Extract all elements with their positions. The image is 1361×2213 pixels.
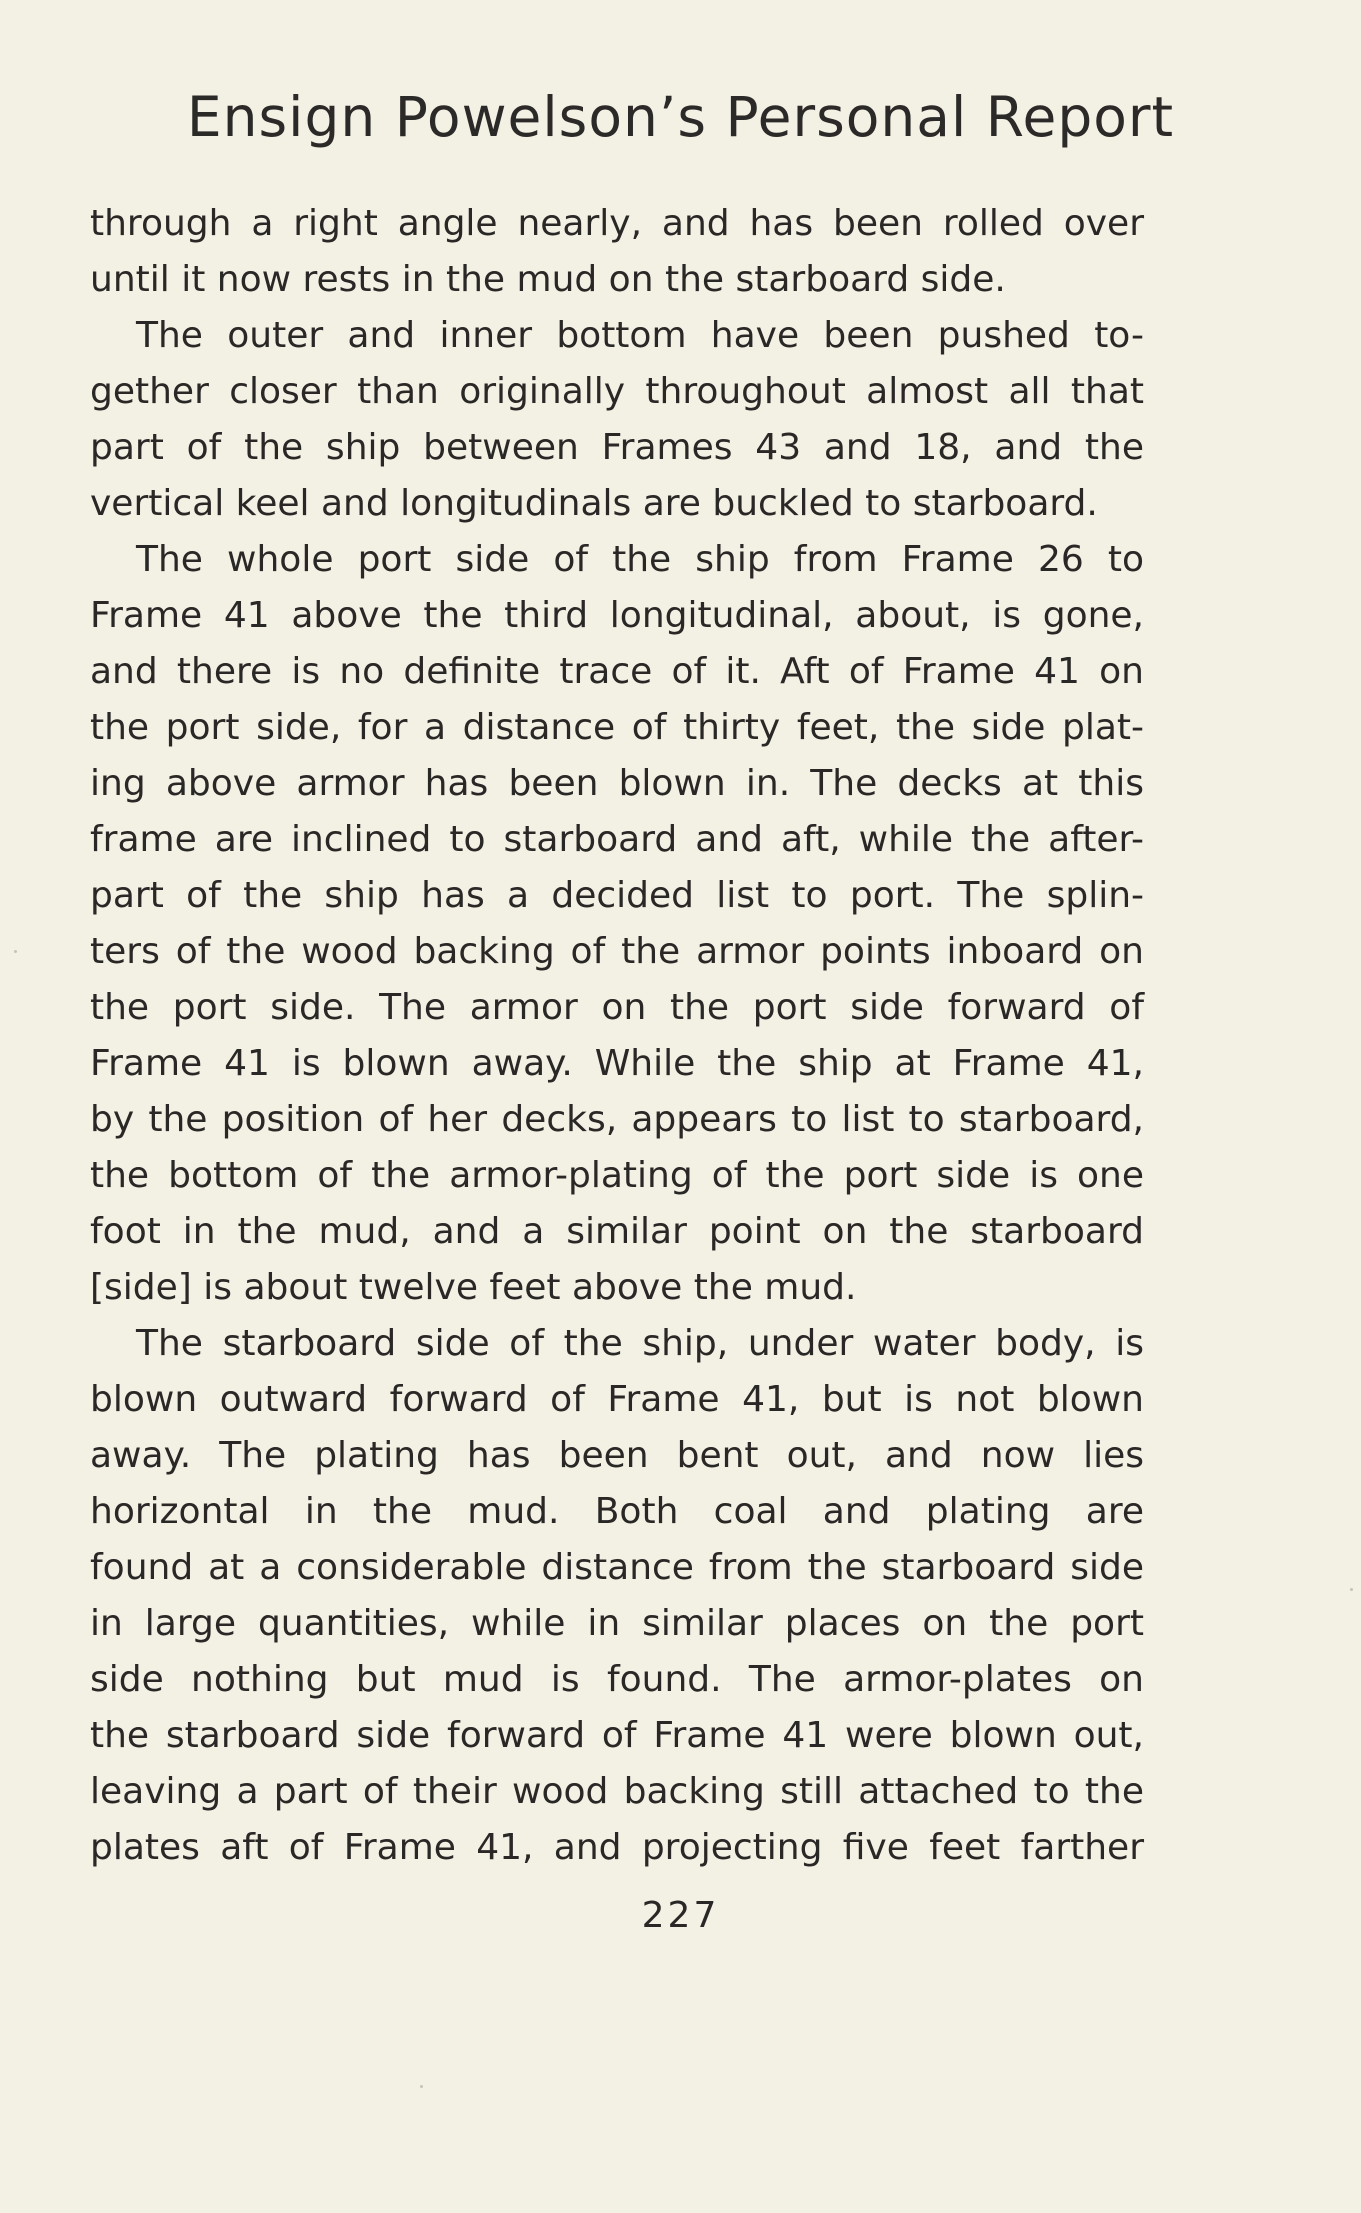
text-line: The starboard side of the ship, under water body, is (136, 1323, 1144, 1364)
text-line: blown outward forward of Frame 41, but is not blown (90, 1379, 1144, 1420)
text-line: frame are inclined to starboard and aft, while the after- (90, 819, 1144, 860)
text-line: found at a considerable distance from the starboard side (90, 1547, 1144, 1588)
text-line: ters of the wood backing of the armor points inboard on (90, 931, 1144, 972)
text-line: through a right angle nearly, and has been rolled over (90, 203, 1144, 244)
text-line: Frame 41 is blown away. While the ship at Frame 41, (90, 1043, 1144, 1084)
text-line: the port side, for a distance of thirty feet, the side plat- (90, 707, 1144, 748)
text-line: the bottom of the armor-plating of the port side is one (90, 1155, 1144, 1196)
running-head: Ensign Powelson’s Personal Report (186, 85, 1175, 149)
text-line: gether closer than originally throughout almost all that (90, 371, 1144, 412)
text-line: side nothing but mud is found. The armor-plates on (90, 1659, 1144, 1700)
text-line: vertical keel and longitudinals are buckled to starboard. (90, 483, 1098, 524)
text-line: by the position of her decks, appears to list to starboard, (90, 1099, 1144, 1140)
body-text (90, 196, 1144, 1876)
text-line: The outer and inner bottom have been pushed to- (136, 315, 1144, 356)
text-line: and there is no definite trace of it. Aft of Frame 41 on (90, 651, 1144, 692)
text-line: Frame 41 above the third longitudinal, about, is gone, (90, 595, 1144, 636)
paper-speck (420, 2085, 423, 2088)
text-line: plates aft of Frame 41, and projecting five feet farther (90, 1827, 1144, 1868)
text-line: until it now rests in the mud on the starboard side. (90, 259, 1006, 300)
text-line: [side] is about twelve feet above the mud. (90, 1267, 857, 1308)
page-number: 227 (641, 1895, 720, 1936)
text-line: in large quantities, while in similar places on the port (90, 1603, 1144, 1644)
text-line: ing above armor has been blown in. The decks at this (90, 763, 1144, 804)
text-line: away. The plating has been bent out, and now lies (90, 1435, 1144, 1476)
text-line: the port side. The armor on the port side forward of (90, 987, 1144, 1028)
text-line: part of the ship has a decided list to port. The splin- (90, 875, 1144, 916)
text-line: part of the ship between Frames 43 and 18, and the (90, 427, 1144, 468)
text-line: the starboard side forward of Frame 41 were blown out, (90, 1715, 1144, 1756)
paper-speck (1350, 1588, 1353, 1591)
text-line: The whole port side of the ship from Frame 26 to (136, 539, 1144, 580)
text-line: leaving a part of their wood backing still attached to the (90, 1771, 1144, 1812)
paper-speck (14, 950, 17, 953)
text-line: foot in the mud, and a similar point on the starboard (90, 1211, 1144, 1252)
text-line: horizontal in the mud. Both coal and plating are (90, 1491, 1144, 1532)
